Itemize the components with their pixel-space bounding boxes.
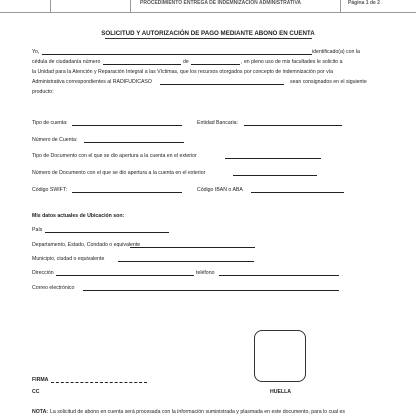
- numero-cuenta-field[interactable]: [84, 142, 184, 143]
- direccion-field[interactable]: [56, 275, 194, 276]
- label-departamento: Departamento, Estado, Condado o equivalente: [32, 242, 141, 248]
- tipo-documento-field[interactable]: [225, 158, 321, 159]
- label-correo: Correo electrónico: [32, 285, 75, 291]
- header-process-name: PROCEDIMIENTO ENTREGA DE INDEMNIZACIÓN ADMINISTRATIVA: [140, 0, 302, 6]
- telefono-field[interactable]: [219, 275, 339, 276]
- label-direccion: Dirección: [32, 270, 54, 276]
- header-page-number: Página 1 de 2: [348, 0, 380, 6]
- label-firma: FIRMA: [32, 377, 49, 383]
- document-title: SOLICITUD Y AUTORIZACIÓN DE PAGO MEDIANTE ABONO EN CUENTA: [101, 30, 315, 37]
- label-municipio: Municipio, ciudad o equivalente: [32, 256, 105, 262]
- title-underline: [105, 38, 312, 39]
- municipio-field[interactable]: [118, 261, 254, 262]
- text-yo: Yo,: [32, 49, 40, 55]
- correo-field[interactable]: [83, 290, 339, 291]
- codigo-iban-field[interactable]: [251, 192, 344, 193]
- expedition-field-line[interactable]: [191, 64, 240, 65]
- label-huella: HUELLA: [270, 389, 292, 395]
- text-producto: producto:: [32, 89, 54, 95]
- label-tipo-documento: Tipo de Documento con el que se dio apertura a la cuenta en el exterior: [32, 153, 197, 159]
- tipo-cuenta-field[interactable]: [72, 125, 182, 126]
- header-cell-code: [50, 0, 131, 12]
- label-numero-cuenta: Número de Cuenta:: [32, 137, 78, 143]
- pais-field[interactable]: [45, 232, 169, 233]
- text-radicado: Administrativa correspondientes al RADIFUDICASO: [32, 79, 152, 85]
- fingerprint-box[interactable]: [254, 330, 306, 382]
- label-codigo-iban: Código IBAN o ABA: [197, 187, 243, 193]
- text-solicito: , en pleno uso de mis facultades le solicito a: [241, 59, 343, 65]
- label-pais: País: [32, 227, 43, 233]
- firma-field[interactable]: [51, 382, 147, 383]
- text-de: de: [183, 59, 189, 65]
- label-numero-documento: Número de Documento con el que se dio apertura a la cuenta en el exterior: [32, 170, 206, 176]
- radicado-field-line[interactable]: [160, 84, 284, 85]
- codigo-swift-field[interactable]: [72, 192, 182, 193]
- header-cell-logo: [0, 0, 51, 12]
- entidad-bancaria-field[interactable]: [244, 125, 342, 126]
- document-header-strip: [0, 0, 416, 13]
- text-identificado: identificado(a) con la: [312, 49, 360, 55]
- label-cc: CC: [32, 389, 40, 395]
- numero-documento-field[interactable]: [233, 175, 317, 176]
- nota-label: NOTA:: [32, 409, 49, 415]
- label-entidad-bancaria: Entidad Bancaria:: [197, 120, 238, 126]
- ubicacion-heading: Mis datos actuales de Ubicación son:: [32, 213, 125, 219]
- text-unidad: la Unidad para la Atención y Reparación Integral a las Víctimas, que los recursos otorgados por concepto de indemnización por vía: [32, 69, 334, 75]
- nota-text: La solicitud de abono en cuenta será procesada con la información suministrada y plasmada en este documento, para lo cual es: [50, 409, 346, 415]
- cedula-field-line[interactable]: [103, 64, 181, 65]
- text-consignados: sean consignados en el siguiente: [290, 79, 367, 85]
- label-codigo-swift: Código SWIFT:: [32, 187, 67, 193]
- label-tipo-cuenta: Tipo de cuenta:: [32, 120, 68, 126]
- name-field-line[interactable]: [42, 54, 312, 55]
- departamento-field[interactable]: [130, 247, 255, 248]
- text-cedula: cédula de ciudadanía número: [32, 59, 101, 65]
- label-telefono: teléfono: [196, 270, 215, 276]
